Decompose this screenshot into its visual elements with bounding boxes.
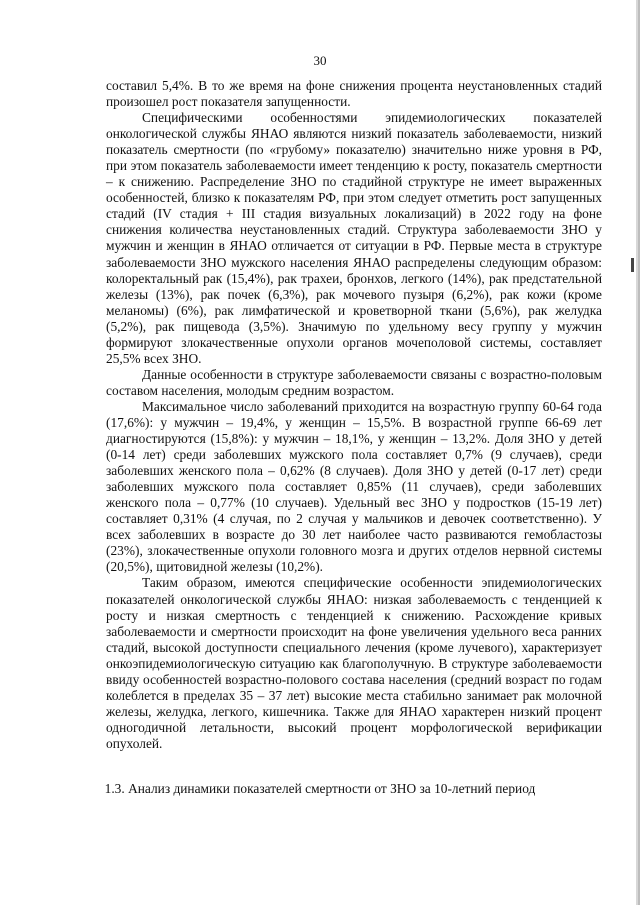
margin-mark [631,258,634,272]
paragraph-1: составил 5,4%. В то же время на фоне снижения процента неустановленных стадий произошел рост показателя запущенности. [106,78,602,110]
section-heading: 1.3. Анализ динамики показателей смертности от ЗНО за 10-летний период [104,781,536,796]
paragraph-4: Максимальное число заболеваний приходится на возрастную группу 60-64 года (17,6%): у мужчин – 19,4%, у женщин – 15,5%. В возрастной группе 66-69 лет диагностируются (15,8%): у мужчин – 18,1%, у женщин – 13,2%. Доля ЗНО у детей (0-14 лет) среди заболевших мужского пола составляет 0,7% (9 случаев), среди заболевших женского пола – 0,62% (8 случаев). Доля ЗНО у детей (0-17 лет) среди заболевших мужского пола составляет 0,85% (11 случаев), среди заболевших женского пола – 0,77% (10 случаев). Удельный вес ЗНО у подростков (15-19 лет) составляет 0,31% (4 случая, по 2 случая у мальчиков и девочек соответственно). У всех заболевших в возрасте до 30 лет наиболее часто развиваются гемобластозы (23%), злокачественные опухоли головного мозга и других отделов нервной системы (20,5%), щитовидной железы (10,2%). [106,398,602,575]
paragraph-2: Специфическими особенностями эпидемиологических показателей онкологической службы ЯНАО являются низкий показатель заболеваемости, низкий показатель смертности (по «грубому» показателю) значительно ниже уровня в РФ, при этом показатель заболеваемости имеет тенденцию к росту, показатель смертности – к снижению. Распределение ЗНО по стадийной структуре не имеет выраженных особенностей, близко к показателям РФ, при этом следует отметить рост запущенных стадий (IV стадия + III стадия визуальных локализаций) в 2022 году на фоне снижения количества неустановленных стадий. Структура заболеваемости ЗНО у мужчин и женщин в ЯНАО отличается от ситуации в РФ. Первые места в структуре заболеваемости ЗНО мужского населения ЯНАО распределены следующим образом: колоректальный рак (15,4%), рак трахеи, бронхов, легкого (14%), рак предстательной железы (13%), рак почек (6,3%), рак мочевого пузыря (6,2%), рак кожи (кроме меланомы) (6%), рак лимфатической и кроветворной ткани (5,6%), рак желудка (5,2%), рак пищевода (3,5%). Значимую по удельному весу группу у мужчин формируют злокачественные опухоли органов мочеполовой системы, составляет 25,5% всех ЗНО. [106,110,602,366]
paragraph-3: Данные особенности в структуре заболеваемости связаны с возрастно-половым составом населения, молодым средним возрастом. [106,366,602,398]
paragraph-5: Таким образом, имеются специфические особенности эпидемиологических показателей онкологической службы ЯНАО: низкая заболеваемость с тенденцией к росту и низкая смертность с тенденцией к снижению. Расхождение кривых заболеваемости и смертности происходит на фоне увеличения удельного веса ранних стадий, высокой доступности специального лечения (кроме лучевого), характеризует онкоэпидемиологическую ситуацию как благополучную. В структуре заболеваемости ввиду особенностей возрастно-полового состава населения (средний возраст по годам колеблется в пределах 35 – 37 лет) высокие места стабильно занимает рак молочной железы, желудка, легкого, кишечника. Также для ЯНАО характерен низкий процент одногодичной летальности, высокий процент морфологической верификации опухолей. [106,575,602,751]
document-body [106,78,602,752]
page-number: 30 [313,53,327,68]
